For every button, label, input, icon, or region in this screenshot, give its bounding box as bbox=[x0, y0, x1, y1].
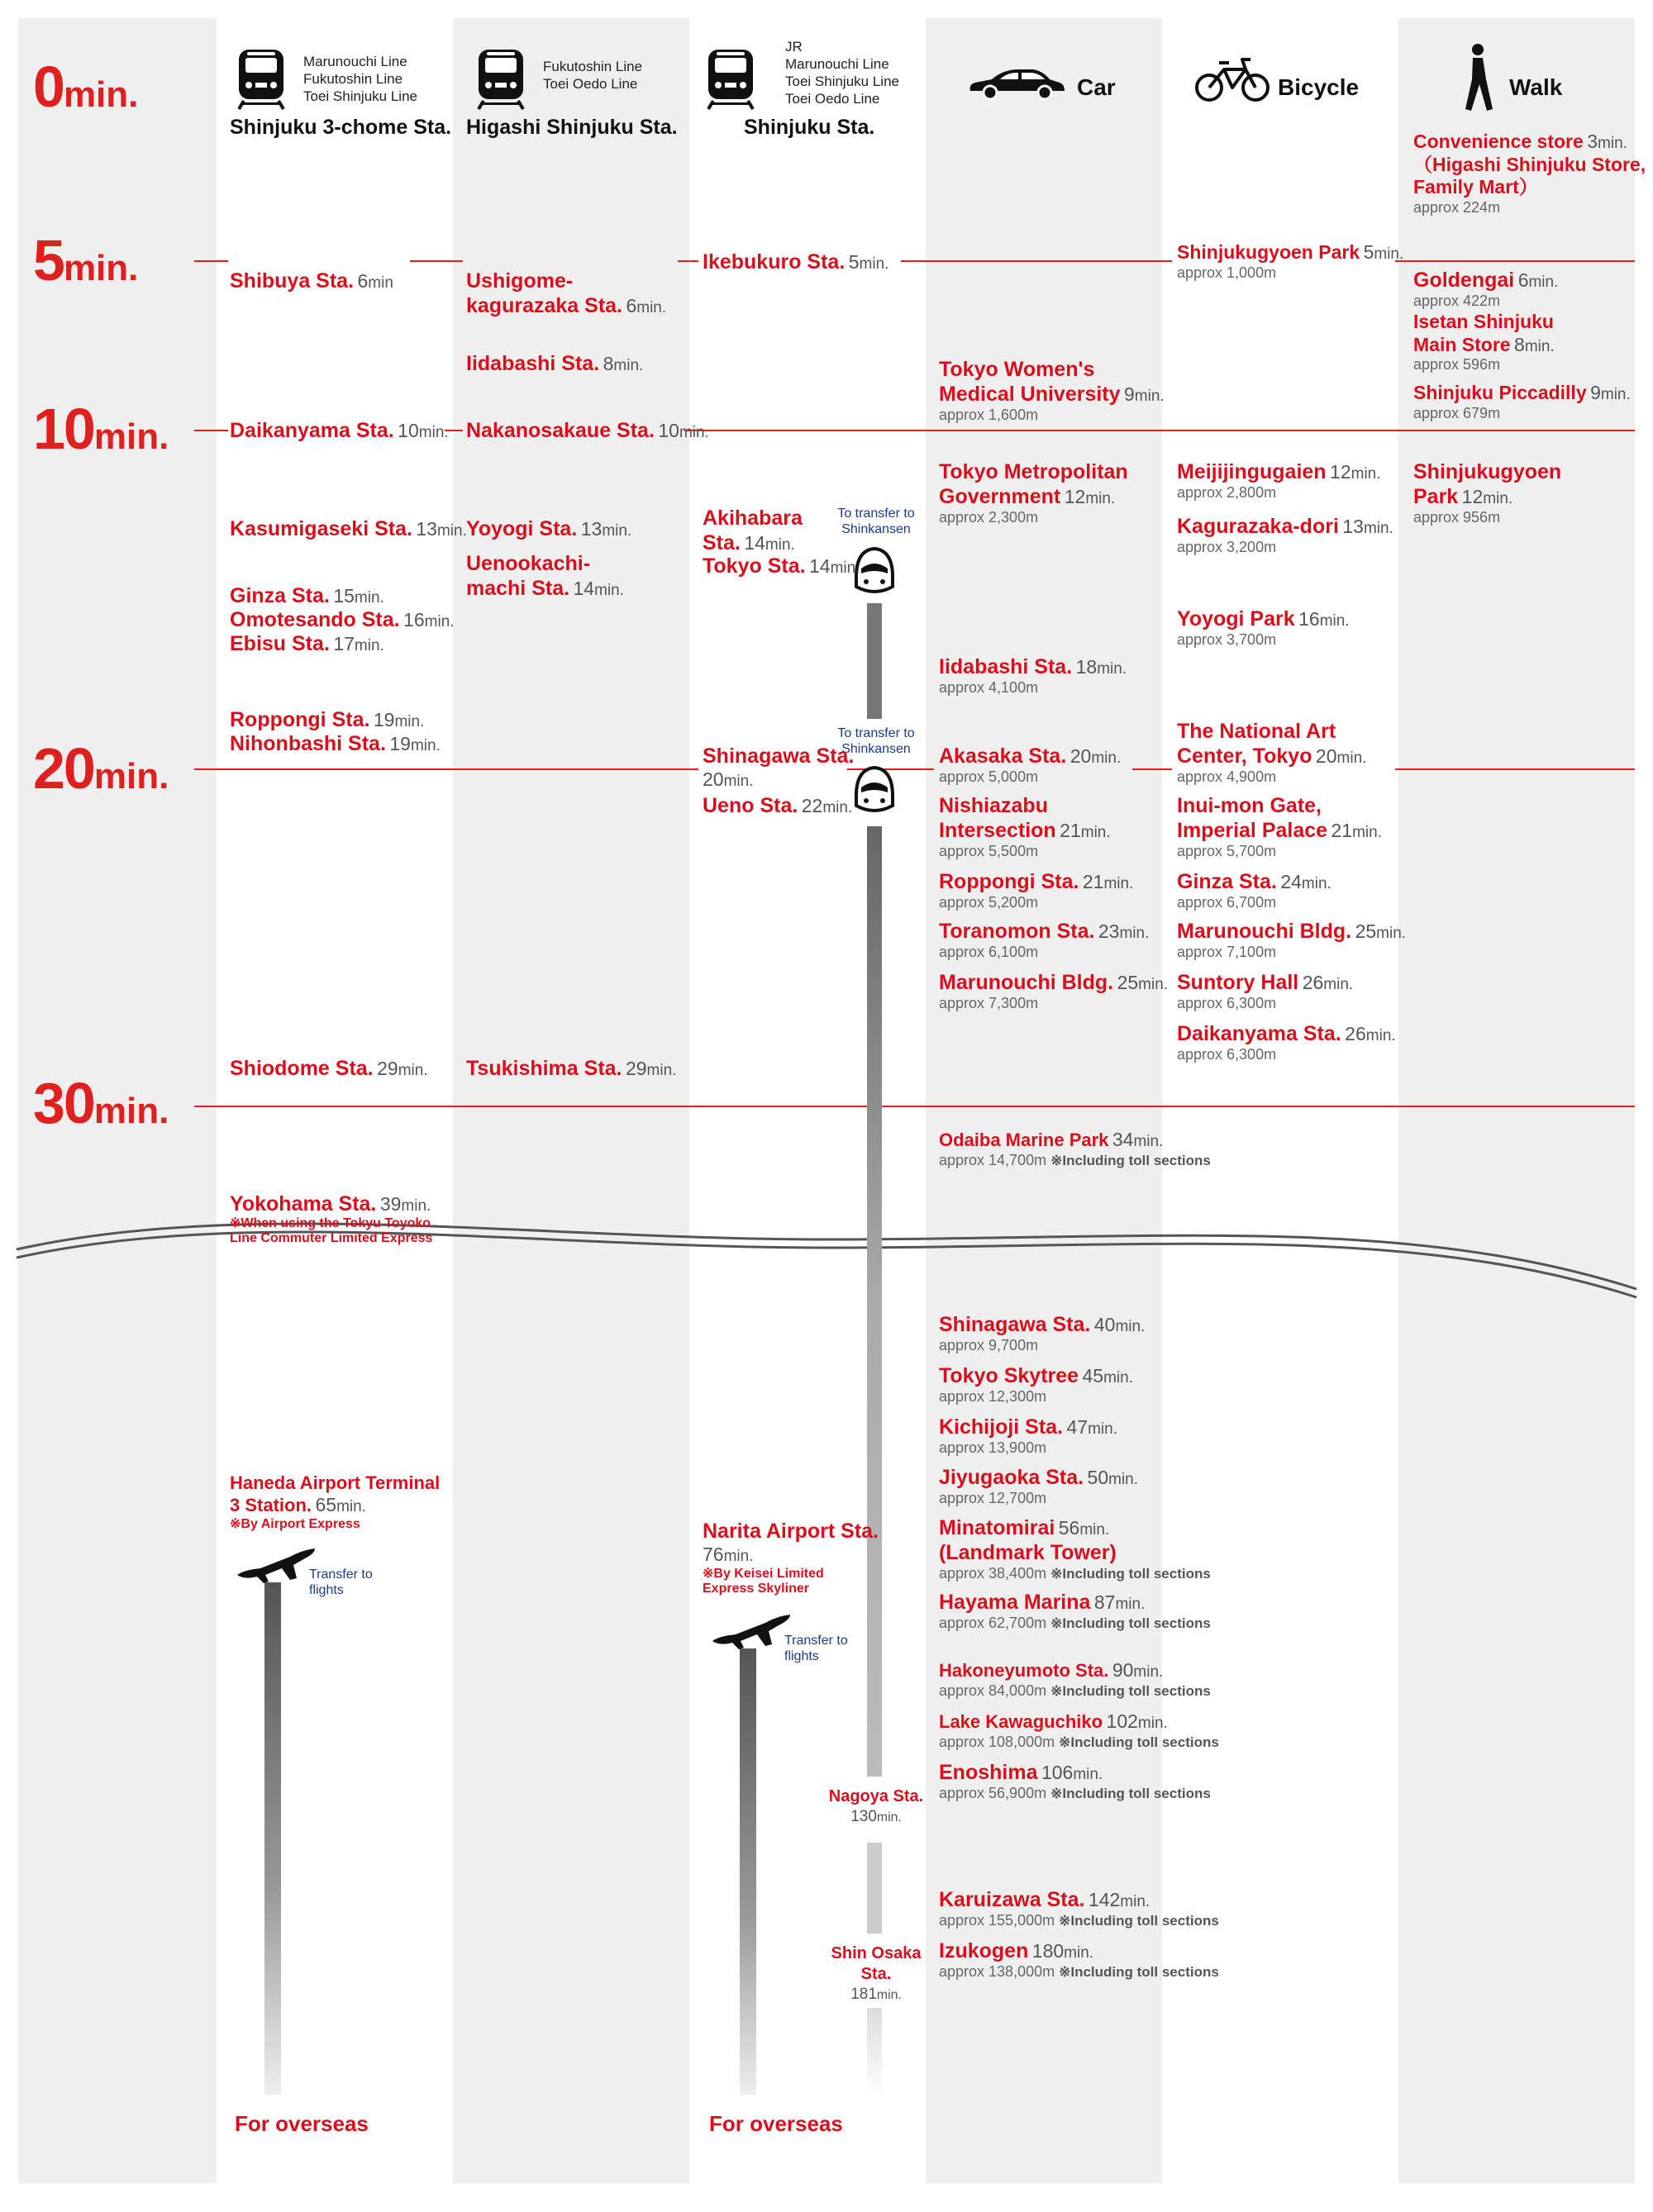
destination-item: Shinjukugyoen Park 12min. approx 956m bbox=[1413, 460, 1562, 526]
destination-item: Ushigome- kagurazaka Sta. 6min. bbox=[466, 269, 667, 317]
destination-item: Odaiba Marine Park 34min. approx 14,700m ※Including toll sections bbox=[939, 1129, 1211, 1168]
line-30min bbox=[194, 1106, 1635, 1107]
destination-item: Kagurazaka-dori 13min. approx 3,200m bbox=[1177, 515, 1393, 555]
destination-item: Toranomon Sta. 23min. approx 6,100m bbox=[939, 920, 1150, 960]
destination-item: Yokohama Sta. 39min. ※When using the Tokyu Toyoko Line Commuter Limited Express bbox=[230, 1192, 433, 1246]
destination-item: Nakanosakaue Sta. 10min. bbox=[466, 419, 709, 442]
airplane-icon bbox=[236, 1545, 318, 1586]
destination-item: Kasumigaseki Sta. 13min. bbox=[230, 517, 467, 540]
for-overseas-label: For overseas bbox=[235, 2111, 369, 2136]
column-higashi-shinjuku bbox=[453, 18, 689, 2183]
shinkansen-transfer-label: To transfer to Shinkansen bbox=[837, 726, 915, 757]
destination-item: Meijijingugaien 12min. approx 2,800m bbox=[1177, 460, 1381, 501]
shinkansen-bar-segment bbox=[867, 1843, 882, 1934]
shinkansen-transfer-label: To transfer to Shinkansen bbox=[837, 507, 915, 537]
airplane-icon bbox=[711, 1611, 793, 1653]
destination-item: Ebisu Sta. 17min. bbox=[230, 632, 384, 655]
time-mark-0: 0min. bbox=[33, 55, 139, 119]
station-shinjuku: Shinjuku Sta. bbox=[744, 116, 875, 139]
destination-item: Shinagawa Sta. 20min. bbox=[703, 744, 855, 790]
destination-item: Marunouchi Bldg. 25min. approx 7,300m bbox=[939, 971, 1169, 1011]
destination-item: Narita Airport Sta. 76min. ※By Keisei Limited Express Skyliner bbox=[703, 1520, 879, 1596]
destination-item: Yoyogi Sta. 13min. bbox=[466, 517, 632, 540]
destination-item: Karuizawa Sta. 142min. approx 155,000m ※Including toll sections bbox=[939, 1888, 1219, 1929]
destination-item: Tsukishima Sta. 29min. bbox=[466, 1057, 677, 1080]
line-5min bbox=[194, 260, 1635, 262]
flight-transfer-label: Transfer to flights bbox=[784, 1634, 848, 1664]
destination-item: Akihabara Sta. 14min. bbox=[703, 507, 803, 554]
destination-item: Ginza Sta. 15min. bbox=[230, 584, 384, 607]
destination-item: Goldengai 6min. approx 422m bbox=[1413, 269, 1559, 309]
column-shinjuku bbox=[689, 18, 926, 2183]
destination-item: Tokyo Sta. 14min. bbox=[703, 554, 860, 578]
shinkansen-icon bbox=[851, 763, 898, 817]
shinkansen-bar-segment bbox=[867, 2008, 882, 2099]
destination-item: Shiodome Sta. 29min. bbox=[230, 1057, 428, 1080]
destination-item: Shibuya Sta. 6min bbox=[230, 269, 393, 293]
time-mark-5: 5min. bbox=[33, 228, 139, 293]
destination-item: Kichijoji Sta. 47min. approx 13,900m bbox=[939, 1415, 1117, 1456]
destination-item: Nagoya Sta. 130min. bbox=[828, 1787, 924, 1825]
time-mark-10: 10min. bbox=[33, 397, 169, 461]
train-icon bbox=[475, 48, 526, 111]
destination-item: Isetan Shinjuku Main Store 8min. approx 596m bbox=[1413, 311, 1555, 373]
destination-item: Tokyo Skytree 45min. approx 12,300m bbox=[939, 1364, 1134, 1405]
destination-item: Ueno Sta. 22min. bbox=[703, 794, 853, 817]
destination-item: Yoyogi Park 16min. approx 3,700m bbox=[1177, 607, 1350, 648]
destination-item: Enoshima 106min. approx 56,900m ※Including toll sections bbox=[939, 1761, 1211, 1801]
train-icon bbox=[236, 48, 287, 111]
shinkansen-bar-segment bbox=[867, 826, 882, 1777]
destination-item: Roppongi Sta. 21min. approx 5,200m bbox=[939, 870, 1134, 911]
destination-item: Shin Osaka Sta. 181min. bbox=[831, 1944, 922, 2003]
station-shinjuku-3-chome: Shinjuku 3-chome Sta. bbox=[230, 116, 452, 139]
destination-item: Omotesando Sta. 16min. bbox=[230, 608, 455, 631]
car-icon bbox=[967, 66, 1066, 101]
destination-item: Hakoneyumoto Sta. 90min. approx 84,000m ※Including toll sections bbox=[939, 1659, 1211, 1699]
destination-item: Minatomirai 56min. (Landmark Tower) approx 38,400m ※Including toll sections bbox=[939, 1516, 1211, 1582]
destination-item: Akasaka Sta. 20min. approx 5,000m bbox=[939, 744, 1122, 785]
destination-item: Shinjuku Piccadilly 9min. approx 679m bbox=[1413, 382, 1631, 421]
time-mark-30: 30min. bbox=[33, 1071, 169, 1135]
mode-car: Car bbox=[1077, 74, 1116, 100]
destination-item: Lake Kawaguchiko 102min. approx 108,000m ※Including toll sections bbox=[939, 1710, 1219, 1750]
destination-item: Haneda Airport Terminal 3 Station. 65min. ※By Airport Express bbox=[230, 1472, 441, 1532]
destination-item: Iidabashi Sta. 8min. bbox=[466, 352, 644, 375]
shinkansen-bar-segment bbox=[867, 603, 882, 719]
destination-item: Iidabashi Sta. 18min. approx 4,100m bbox=[939, 655, 1127, 696]
destination-item: Hayama Marina 87min. approx 62,700m ※Including toll sections bbox=[939, 1591, 1211, 1631]
destination-item: Convenience store 3min. （Higashi Shinjuku Store, Family Mart） approx 224m bbox=[1413, 131, 1646, 216]
time-mark-20: 20min. bbox=[33, 736, 169, 801]
train-icon bbox=[705, 48, 756, 111]
flight-transfer-label: Transfer to flights bbox=[309, 1567, 373, 1598]
destination-item: Izukogen 180min. approx 138,000m ※Including toll sections bbox=[939, 1939, 1219, 1980]
flight-bar bbox=[740, 1648, 756, 2095]
destination-item: Nihonbashi Sta. 19min. bbox=[230, 732, 441, 755]
destination-item: Uenookachi- machi Sta. 14min. bbox=[466, 552, 625, 600]
line-list-shinjuku-3-chome: Marunouchi Line Fukutoshin Line Toei Shinjuku Line bbox=[303, 54, 417, 104]
line-list-shinjuku: JR Marunouchi Line Toei Shinjuku Line Toei Oedo Line bbox=[785, 39, 899, 107]
destination-item: Roppongi Sta. 19min. bbox=[230, 708, 425, 731]
destination-item: Nishiazabu Intersection 21min. approx 5,500m bbox=[939, 794, 1111, 859]
destination-item: Ikebukuro Sta. 5min. bbox=[703, 250, 889, 274]
destination-item: Marunouchi Bldg. 25min. approx 7,100m bbox=[1177, 920, 1407, 960]
flight-bar bbox=[264, 1582, 281, 2095]
destination-item: Ginza Sta. 24min. approx 6,700m bbox=[1177, 870, 1331, 911]
mode-walk: Walk bbox=[1509, 74, 1563, 100]
mode-bicycle: Bicycle bbox=[1278, 74, 1360, 100]
destination-item: Tokyo Metropolitan Government 12min. approx 2,300m bbox=[939, 460, 1128, 526]
walk-icon bbox=[1460, 43, 1496, 112]
line-list-higashi-shinjuku: Fukutoshin Line Toei Oedo Line bbox=[543, 59, 643, 92]
destination-item: Shinjukugyoen Park 5min. approx 1,000m bbox=[1177, 241, 1404, 281]
destination-item: Shinagawa Sta. 40min. approx 9,700m bbox=[939, 1313, 1146, 1353]
destination-item: Suntory Hall 26min. approx 6,300m bbox=[1177, 971, 1354, 1011]
destination-item: Inui-mon Gate, Imperial Palace 21min. approx 5,700m bbox=[1177, 794, 1383, 859]
destination-item: Daikanyama Sta. 26min. approx 6,300m bbox=[1177, 1022, 1396, 1063]
destination-item: Daikanyama Sta. 10min. bbox=[230, 419, 449, 442]
station-higashi-shinjuku: Higashi Shinjuku Sta. bbox=[466, 116, 678, 139]
line-20min bbox=[194, 768, 1635, 770]
destination-item: Jiyugaoka Sta. 50min. approx 12,700m bbox=[939, 1466, 1139, 1506]
column-shinjuku-3-chome bbox=[217, 18, 453, 2183]
column-bicycle bbox=[1162, 18, 1398, 2183]
destination-item: The National Art Center, Tokyo 20min. approx 4,900m bbox=[1177, 720, 1367, 785]
destination-item: Tokyo Women's Medical University 9min. approx 1,600m bbox=[939, 358, 1165, 423]
column-car bbox=[926, 18, 1162, 2183]
bicycle-icon bbox=[1194, 55, 1270, 104]
for-overseas-label: For overseas bbox=[709, 2111, 843, 2136]
